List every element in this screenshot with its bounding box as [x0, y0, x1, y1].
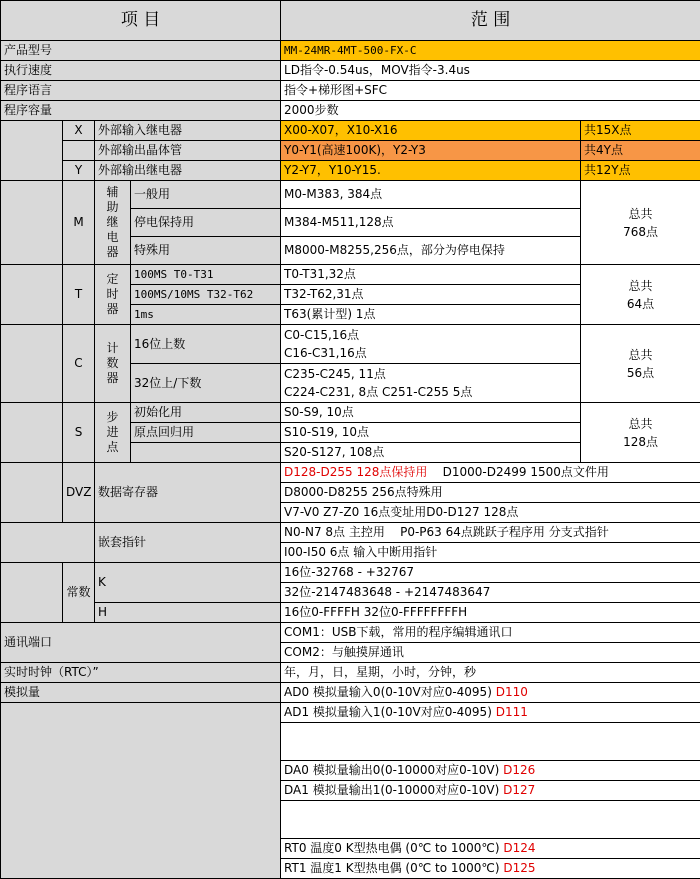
m-row-label: 特殊用	[131, 237, 281, 265]
io-blank	[1, 121, 63, 181]
dvz-line1-rest: D1000-D2499 1500点文件用	[427, 465, 609, 479]
s-blank	[1, 403, 63, 463]
const-k-code: K	[95, 563, 281, 603]
const-blank	[1, 563, 63, 623]
io-x-count: 共15X点	[581, 121, 700, 141]
c-group	[95, 325, 131, 403]
analog-row	[281, 859, 700, 879]
vertical-char: 时	[106, 287, 119, 301]
analog-row	[281, 839, 700, 859]
vertical-char: 辅	[106, 185, 119, 199]
t-row-label: 100MS/10MS T32-T62	[131, 285, 281, 305]
vertical-char: 步	[106, 410, 119, 424]
nest-label: 嵌套指针	[95, 523, 281, 563]
vertical-char: 点	[106, 440, 119, 454]
io-y-code: Y	[63, 161, 95, 181]
m-row-value: M0-M383, 384点	[281, 181, 581, 209]
t-row-value: T63(累计型) 1点	[281, 305, 581, 325]
vertical-char: 器	[106, 371, 119, 385]
vertical-char: 计	[106, 341, 119, 355]
t-group	[95, 265, 131, 325]
dvz-line1-red: D128-D255 128点保持用	[284, 465, 428, 479]
io-x-code: X	[63, 121, 95, 141]
io-ytr-label: 外部输出晶体管	[95, 141, 281, 161]
c-r2-line2: C224-C231, 8点 C251-C255 5点	[284, 385, 473, 399]
capacity-value: 2000步数	[281, 101, 700, 121]
m-code: M	[63, 181, 95, 265]
t-blank	[1, 265, 63, 325]
vertical-char: 继	[106, 215, 119, 229]
dvz-code: DVZ	[63, 463, 95, 523]
dvz-label: 数据寄存器	[95, 463, 281, 523]
s-row-label: 原点回归用	[131, 423, 281, 443]
rtc-value: 年，月，日，星期，小时，分钟，秒	[281, 663, 700, 683]
vertical-char: 器	[106, 302, 119, 316]
dvz-line3: V7-V0 Z7-Z0 16点变址用D0-D127 128点	[281, 503, 700, 523]
vertical-char: 定	[106, 272, 119, 286]
comm-line1: COM1：USB下载，常用的程序编辑通讯口	[281, 623, 700, 643]
nest-line2: I00-I50 6点 输入中断用指针	[281, 543, 700, 563]
t-row-label: 100MS T0-T31	[131, 265, 281, 285]
s-row-value: S0-S9, 10点	[281, 403, 581, 423]
dvz-blank	[1, 463, 63, 523]
s-total: 总共 128点	[581, 403, 700, 463]
analog-row	[281, 723, 700, 761]
analog-blank	[1, 703, 281, 879]
analog-row	[281, 703, 700, 723]
c-blank	[1, 325, 63, 403]
io-ytr-count: 共4Y点	[581, 141, 700, 161]
analog-text: AD1 模拟量输入1(0-10V对应0-4095)	[284, 705, 496, 719]
language-value: 指令+梯形图+SFC	[281, 81, 700, 101]
c-r1-line2: C16-C31,16点	[284, 346, 367, 360]
nest-blank	[1, 523, 95, 563]
c-total: 总共 56点	[581, 325, 700, 403]
comm-label: 通讯端口	[1, 623, 281, 663]
c-row-label: 32位上/下数	[131, 364, 281, 403]
analog-label: 模拟量	[1, 683, 281, 703]
header-range: 范 围	[281, 1, 700, 41]
m-total: 总共 768点	[581, 181, 700, 265]
analog-row	[281, 761, 700, 781]
m-row-label: 一般用	[131, 181, 281, 209]
m-row-value: M384-M511,128点	[281, 209, 581, 237]
analog-reg: D111	[495, 705, 528, 719]
io-y-count: 共12Y点	[581, 161, 700, 181]
m-group	[95, 181, 131, 265]
s-row-label: 初始化用	[131, 403, 281, 423]
t-code: T	[63, 265, 95, 325]
t-row-label: 1ms	[131, 305, 281, 325]
analog-text: DA1 模拟量输出1(0-10000对应0-10V)	[284, 783, 504, 797]
c-r2-line1: C235-C245, 11点	[284, 367, 386, 381]
m-blank	[1, 181, 63, 265]
m-row-label: 停电保持用	[131, 209, 281, 237]
c-row-value	[281, 364, 581, 403]
const-k-line2: 32位-2147483648 - +2147483647	[281, 583, 700, 603]
t-row-value: T32-T62,31点	[281, 285, 581, 305]
s-row-label	[131, 443, 281, 463]
const-h-code: H	[95, 603, 281, 623]
s-code: S	[63, 403, 95, 463]
analog-text: RT1 温度1 K型热电偶 (0℃ to 1000℃)	[284, 861, 504, 875]
vertical-char: 器	[106, 245, 119, 259]
analog-text: AD0 模拟量输入0(0-10V对应0-4095)	[284, 685, 496, 699]
t-row-value: T0-T31,32点	[281, 265, 581, 285]
io-y-label: 外部输出继电器	[95, 161, 281, 181]
io-ytr-value: Y0-Y1(高速100K)，Y2-Y3	[281, 141, 581, 161]
analog-row	[281, 781, 700, 801]
const-k-line1: 16位-32768 - +32767	[281, 563, 700, 583]
analog-row	[281, 683, 700, 703]
analog-reg: D124	[503, 841, 536, 855]
s-group	[95, 403, 131, 463]
comm-line2: COM2：与触摸屏通讯	[281, 643, 700, 663]
language-label: 程序语言	[1, 81, 281, 101]
nest-line1: N0-N7 8点 主控用 P0-P63 64点跳跃子程序用 分支式指针	[281, 523, 700, 543]
io-ytr-code	[63, 141, 95, 161]
rtc-label: 实时时钟（RTC）”	[1, 663, 281, 683]
analog-reg: D125	[503, 861, 536, 875]
header-item: 项 目	[1, 1, 281, 41]
model-value: MM-24MR-4MT-500-FX-C	[281, 41, 700, 61]
analog-row	[281, 801, 700, 839]
analog-reg: D126	[503, 763, 536, 777]
dvz-line2: D8000-D8255 256点特殊用	[281, 483, 700, 503]
c-row-value	[281, 325, 581, 364]
t-total: 总共 64点	[581, 265, 700, 325]
vertical-char: 数	[106, 356, 119, 370]
analog-reg: D127	[503, 783, 536, 797]
analog-reg: D110	[495, 685, 528, 699]
analog-text: DA0 模拟量输出0(0-10000对应0-10V)	[284, 763, 504, 777]
vertical-char: 电	[106, 230, 119, 244]
c-code: C	[63, 325, 95, 403]
speed-label: 执行速度	[1, 61, 281, 81]
io-x-value: X00-X07，X10-X16	[281, 121, 581, 141]
c-r1-line1: C0-C15,16点	[284, 328, 360, 342]
const-label: 常数	[63, 563, 95, 623]
model-label: 产品型号	[1, 41, 281, 61]
const-h-value: 16位0-FFFFH 32位0-FFFFFFFFH	[281, 603, 700, 623]
s-row-value: S10-S19, 10点	[281, 423, 581, 443]
m-row-value: M8000-M8255,256点，部分为停电保持	[281, 237, 581, 265]
dvz-line1	[281, 463, 700, 483]
vertical-char: 进	[106, 425, 119, 439]
s-row-value: S20-S127, 108点	[281, 443, 581, 463]
io-x-label: 外部输入继电器	[95, 121, 281, 141]
analog-text: RT0 温度0 K型热电偶 (0℃ to 1000℃)	[284, 841, 504, 855]
speed-value: LD指令-0.54us，MOV指令-3.4us	[281, 61, 700, 81]
io-y-value: Y2-Y7，Y10-Y15.	[281, 161, 581, 181]
c-row-label: 16位上数	[131, 325, 281, 364]
vertical-char: 助	[106, 200, 119, 214]
capacity-label: 程序容量	[1, 101, 281, 121]
